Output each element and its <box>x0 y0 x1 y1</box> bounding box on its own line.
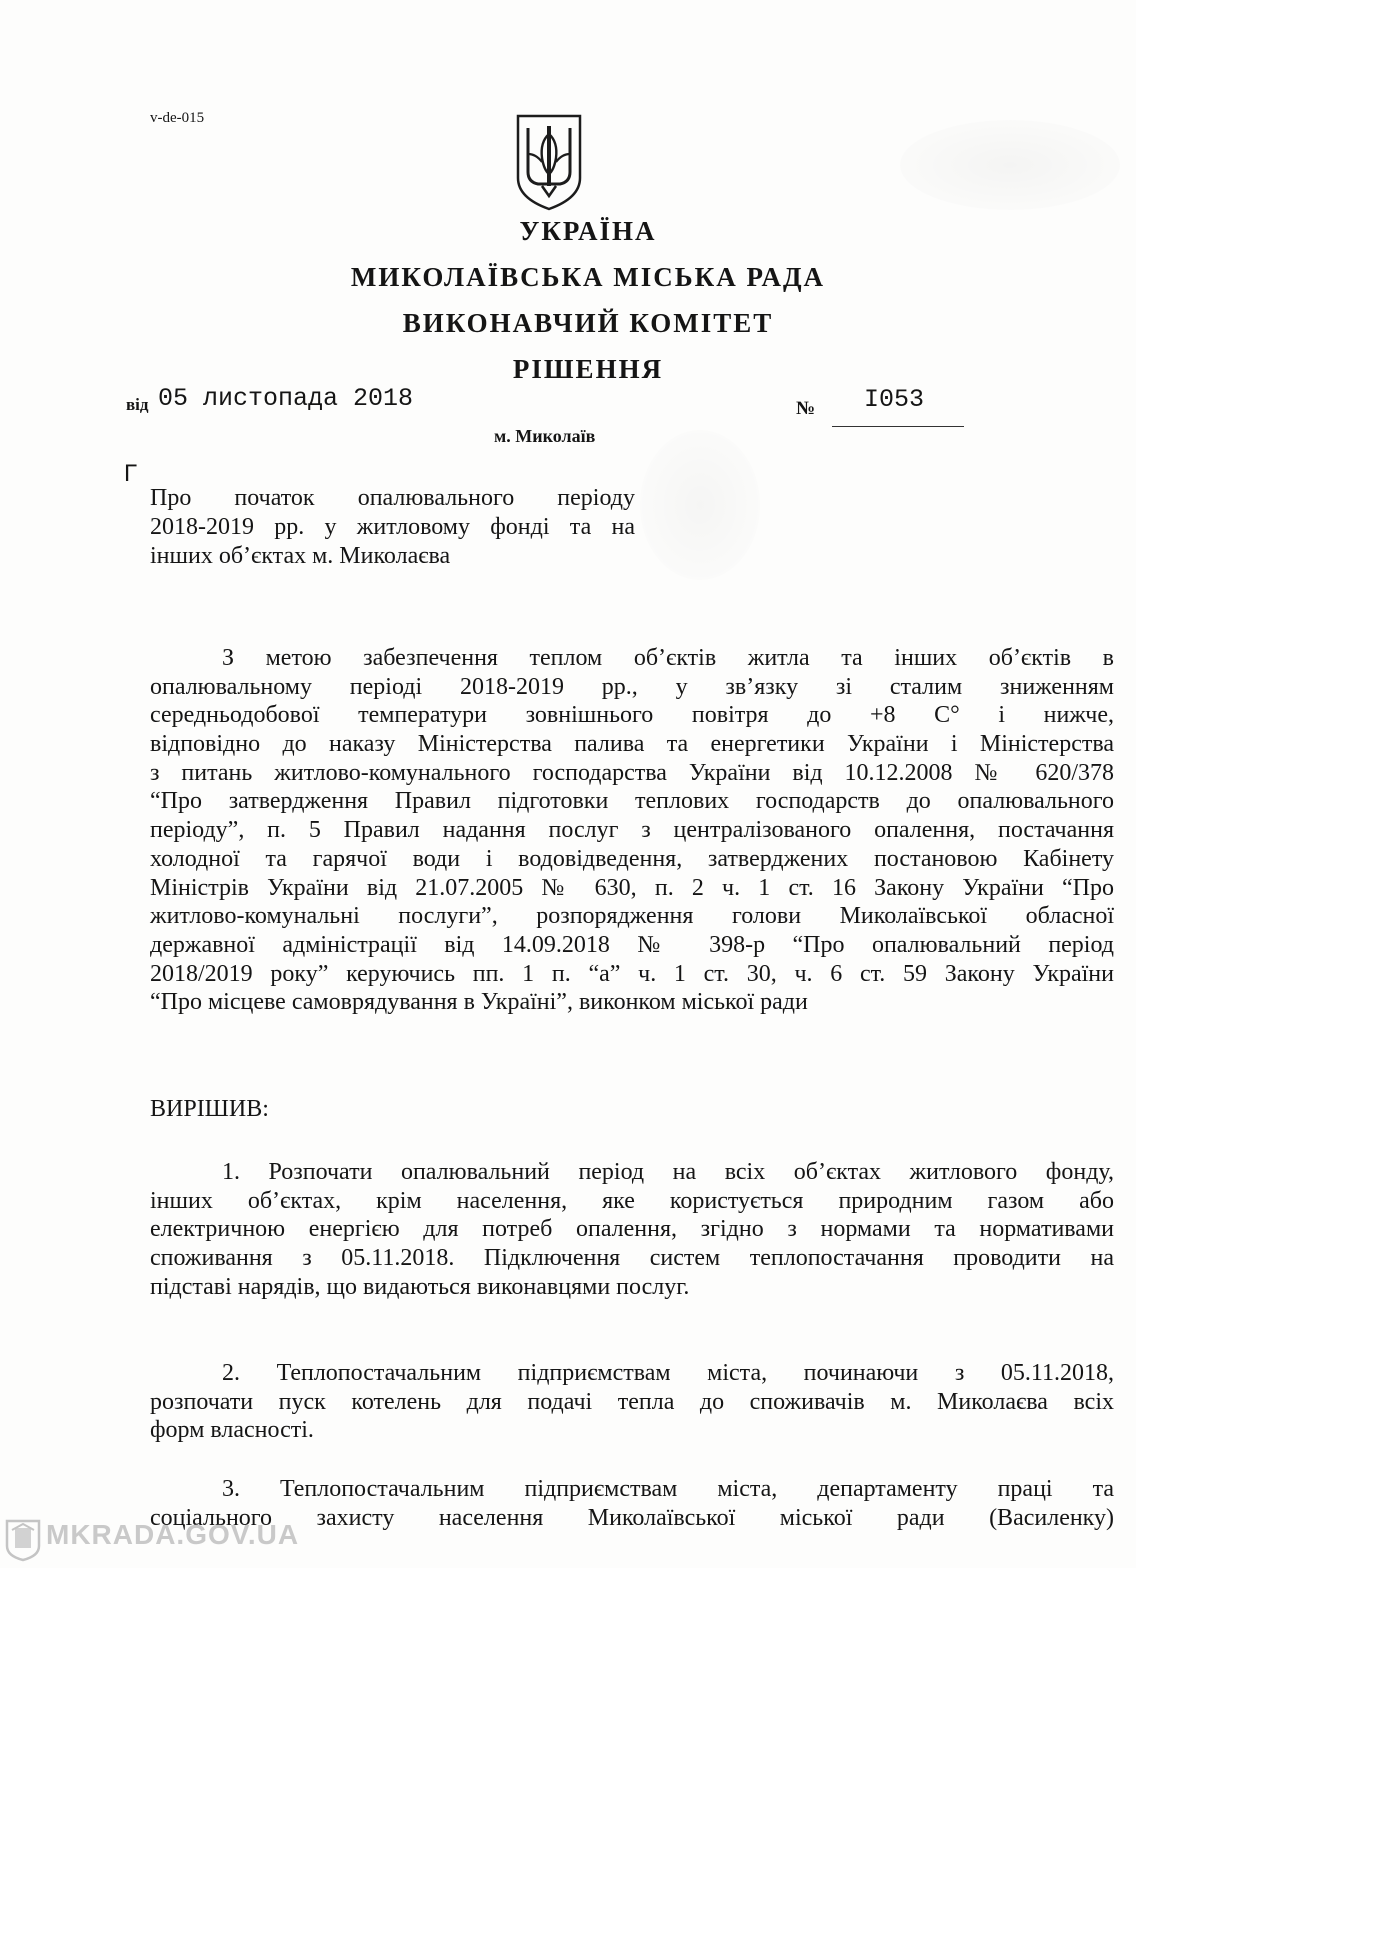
document-code: v-de-015 <box>150 110 205 126</box>
text-line: відповідно до наказу Міністерства палива та енергетики України і Міністерства <box>150 731 1114 758</box>
committee-heading: ВИКОНАВЧИЙ КОМІТЕТ <box>402 308 774 338</box>
subject-corner-mark: Г <box>124 460 137 487</box>
text-line: 2. Теплопостачальним підприємствам міста, починаючи з 05.11.2018, <box>222 1360 1114 1386</box>
text-line: опалювальному періоді 2018-2019 рр., у зв’язку зі сталим зниженням <box>150 673 1114 700</box>
resolved-heading: ВИРІШИВ: <box>150 1096 269 1122</box>
text-line: З метою забезпечення теплом об’єктів житла та інших об’єктів в <box>222 645 1114 671</box>
text-line: 1. Розпочати опалювальний період на всіх об’єктах житлового фонду, <box>222 1159 1114 1185</box>
text-line: соціального захисту населення Миколаївської міської ради (Василенку) <box>150 1504 1114 1531</box>
text-line: Міністрів України від 21.07.2005 № 630, п. 2 ч. 1 ст. 16 Закону України “Про <box>150 874 1114 901</box>
text-line: державної адміністрації від 14.09.2018 № 398-р “Про опалювальний період <box>150 931 1114 958</box>
text-line: підставі нарядів, що видаються виконавцями послуг. <box>150 1273 690 1300</box>
text-line: розпочати пуск котелень для подачі тепла до споживачів м. Миколаєва всіх <box>150 1388 1114 1415</box>
scan-smudge <box>640 430 760 580</box>
trident-emblem-icon <box>514 112 584 212</box>
council-heading: МИКОЛАЇВСЬКА МІСЬКА РАДА <box>350 262 826 292</box>
text-line: “Про затвердження Правил підготовки теплових господарств до опалювального <box>150 788 1114 815</box>
decision-item-2 <box>150 1359 1114 1445</box>
text-line: періоду”, п. 5 Правил надання послуг з централізованого опалення, постачання <box>150 817 1114 844</box>
decision-date: 05 листопада 2018 <box>158 384 414 413</box>
text-line: форм власності. <box>150 1417 314 1444</box>
city-logo-icon <box>4 1518 42 1562</box>
decision-number: І053 <box>864 385 925 414</box>
subject-line: 2018-2019 рр. у житловому фонді та на <box>150 514 635 540</box>
number-label: № <box>796 398 816 419</box>
text-line: з питань житлово-комунального господарства України від 10.12.2008 № 620/378 <box>150 759 1114 786</box>
text-line: середньодобової температури зовнішнього повітря до +8 С° і нижче, <box>150 702 1114 729</box>
decision-heading: РІШЕННЯ <box>512 354 664 384</box>
number-underline <box>832 426 964 427</box>
text-line: холодної та гарячої води і водовідведення, затверджених постановою Кабінету <box>150 845 1114 872</box>
text-line: “Про місцеве самоврядування в Україні”, виконком міської ради <box>150 989 808 1016</box>
text-line: споживання з 05.11.2018. Підключення систем теплопостачання проводити на <box>150 1245 1114 1272</box>
issue-city: м. Миколаїв <box>494 426 596 446</box>
text-line: інших об’єктах, крім населення, яке користується природним газом або <box>150 1187 1114 1214</box>
decision-subject <box>150 484 635 571</box>
text-line: 2018/2019 року” керуючись пп. 1 п. “а” ч. 1 ст. 30, ч. 6 ст. 59 Закону України <box>150 960 1114 987</box>
date-label: від <box>126 395 149 414</box>
text-line: 3. Теплопостачальним підприємствам міста, департаменту праці та <box>222 1476 1114 1502</box>
decision-item-1 <box>150 1158 1114 1301</box>
country-heading: УКРАЇНА <box>519 216 657 246</box>
preamble-paragraph <box>150 644 1114 1017</box>
subject-line: Про початок опалювального періоду <box>150 485 635 511</box>
text-line: електричною енергією для потреб опалення, згідно з нормами та нормативами <box>150 1216 1114 1243</box>
site-watermark: MKRADA.GOV.UA <box>46 1519 300 1550</box>
subject-line: інших об’єктах м. Миколаєва <box>150 543 451 569</box>
scan-smudge <box>900 120 1120 210</box>
text-line: житлово-комунальні послуги”, розпорядження голови Миколаївської обласної <box>150 903 1114 930</box>
